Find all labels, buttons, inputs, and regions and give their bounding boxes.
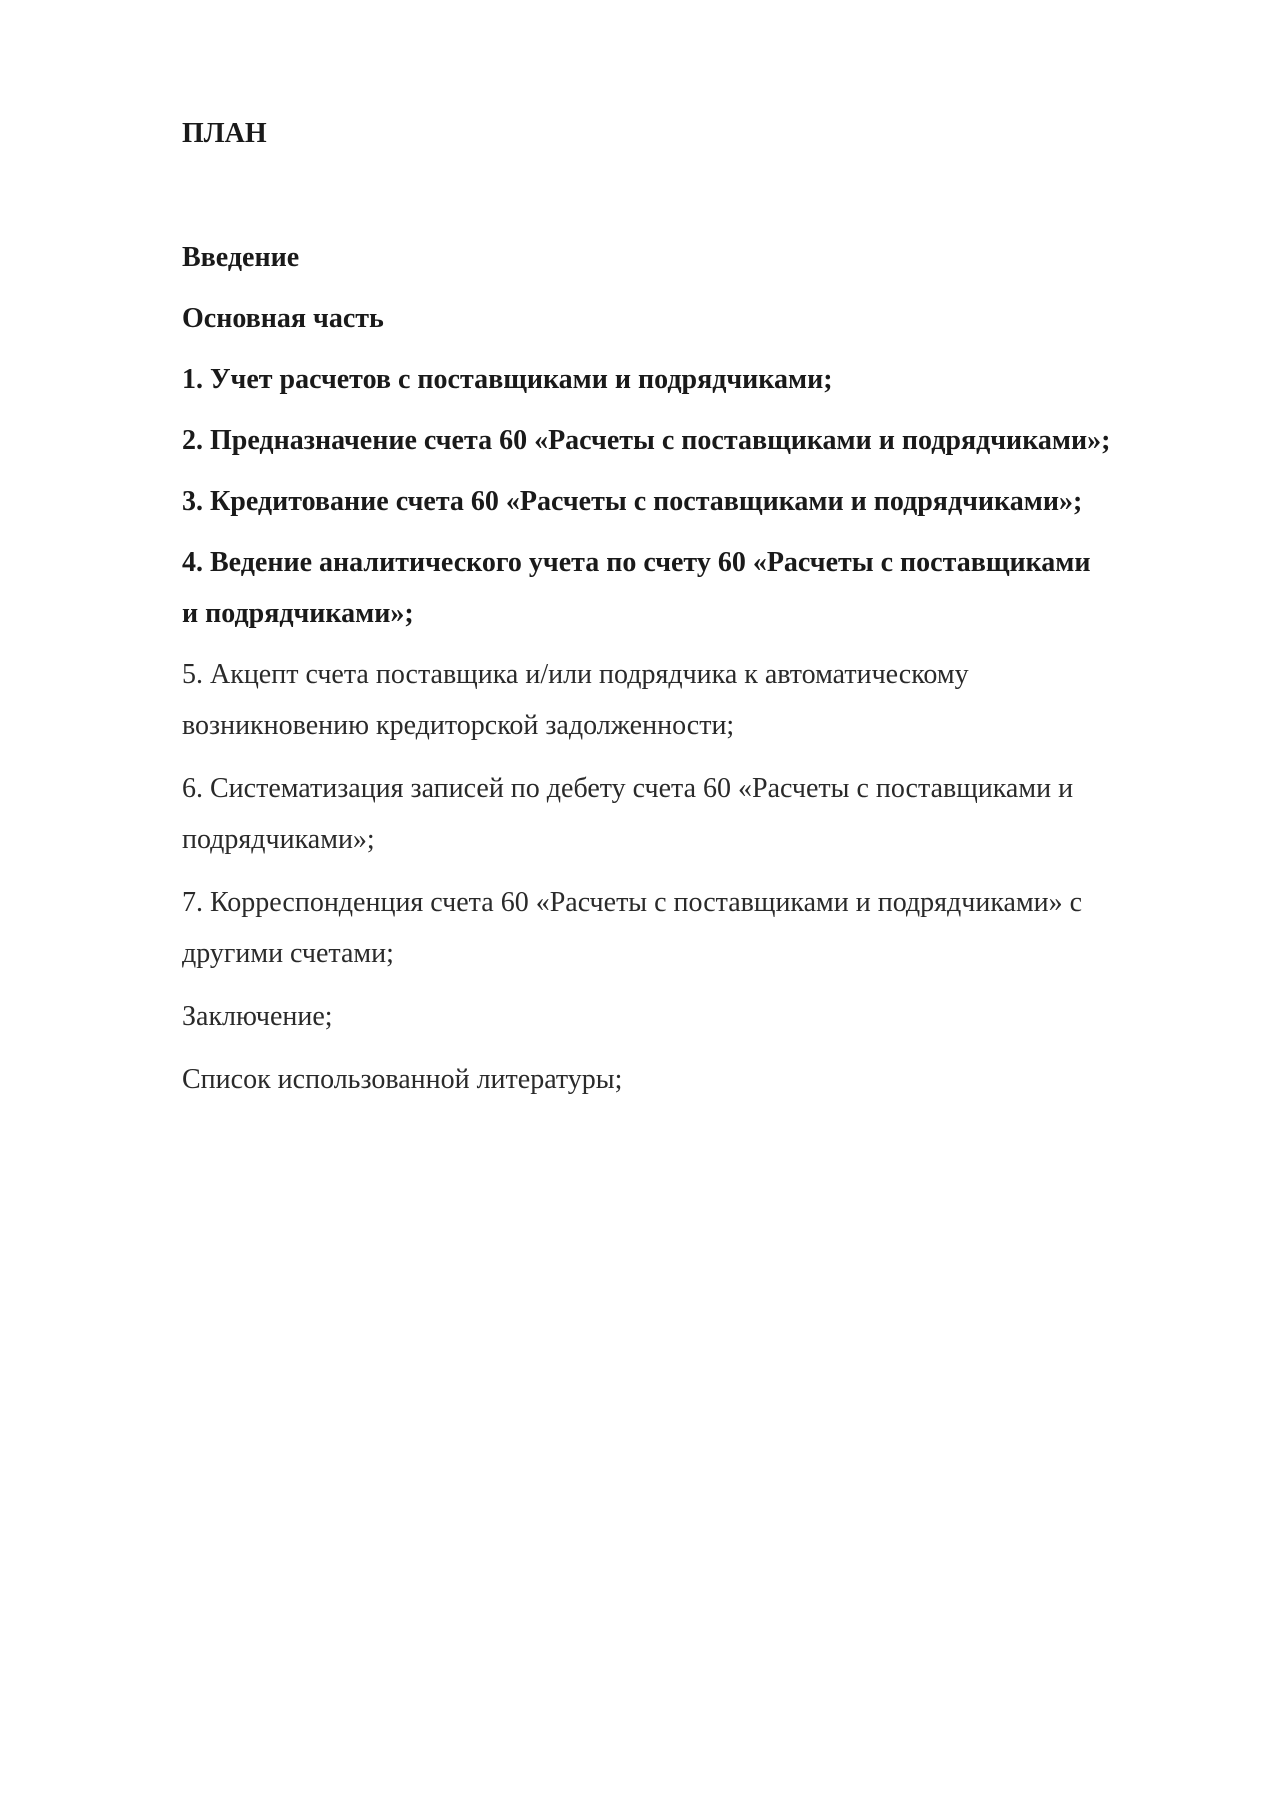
page-title: ПЛАН — [182, 118, 267, 149]
plan-item-4-line-2: и подрядчиками»; — [182, 598, 414, 629]
plan-item-6-line-2: подрядчиками»; — [182, 824, 375, 855]
plan-item-5-line-1: 5. Акцепт счета поставщика и/или подрядчика к автоматическому — [182, 659, 969, 690]
plan-item-3: 3. Кредитование счета 60 «Расчеты с поставщиками и подрядчиками»; — [182, 486, 1083, 517]
plan-item-main-part: Основная часть — [182, 303, 384, 334]
plan-item-6-line-1: 6. Систематизация записей по дебету счета 60 «Расчеты с поставщиками и — [182, 773, 1074, 804]
plan-item-7-line-1: 7. Корреспонденция счета 60 «Расчеты с поставщиками и подрядчиками» с — [182, 887, 1083, 918]
plan-item-introduction: Введение — [182, 242, 300, 273]
plan-item-5-line-2: возникновению кредиторской задолженности; — [182, 710, 735, 741]
plan-item-2: 2. Предназначение счета 60 «Расчеты с поставщиками и подрядчиками»; — [182, 425, 1111, 456]
plan-item-4-line-1: 4. Ведение аналитического учета по счету 60 «Расчеты с поставщиками — [182, 547, 1091, 578]
plan-item-references: Список использованной литературы; — [182, 1064, 623, 1095]
plan-item-7-line-2: другими счетами; — [182, 938, 394, 969]
plan-item-conclusion: Заключение; — [182, 1001, 333, 1032]
plan-item-1: 1. Учет расчетов с поставщиками и подрядчиками; — [182, 364, 833, 395]
